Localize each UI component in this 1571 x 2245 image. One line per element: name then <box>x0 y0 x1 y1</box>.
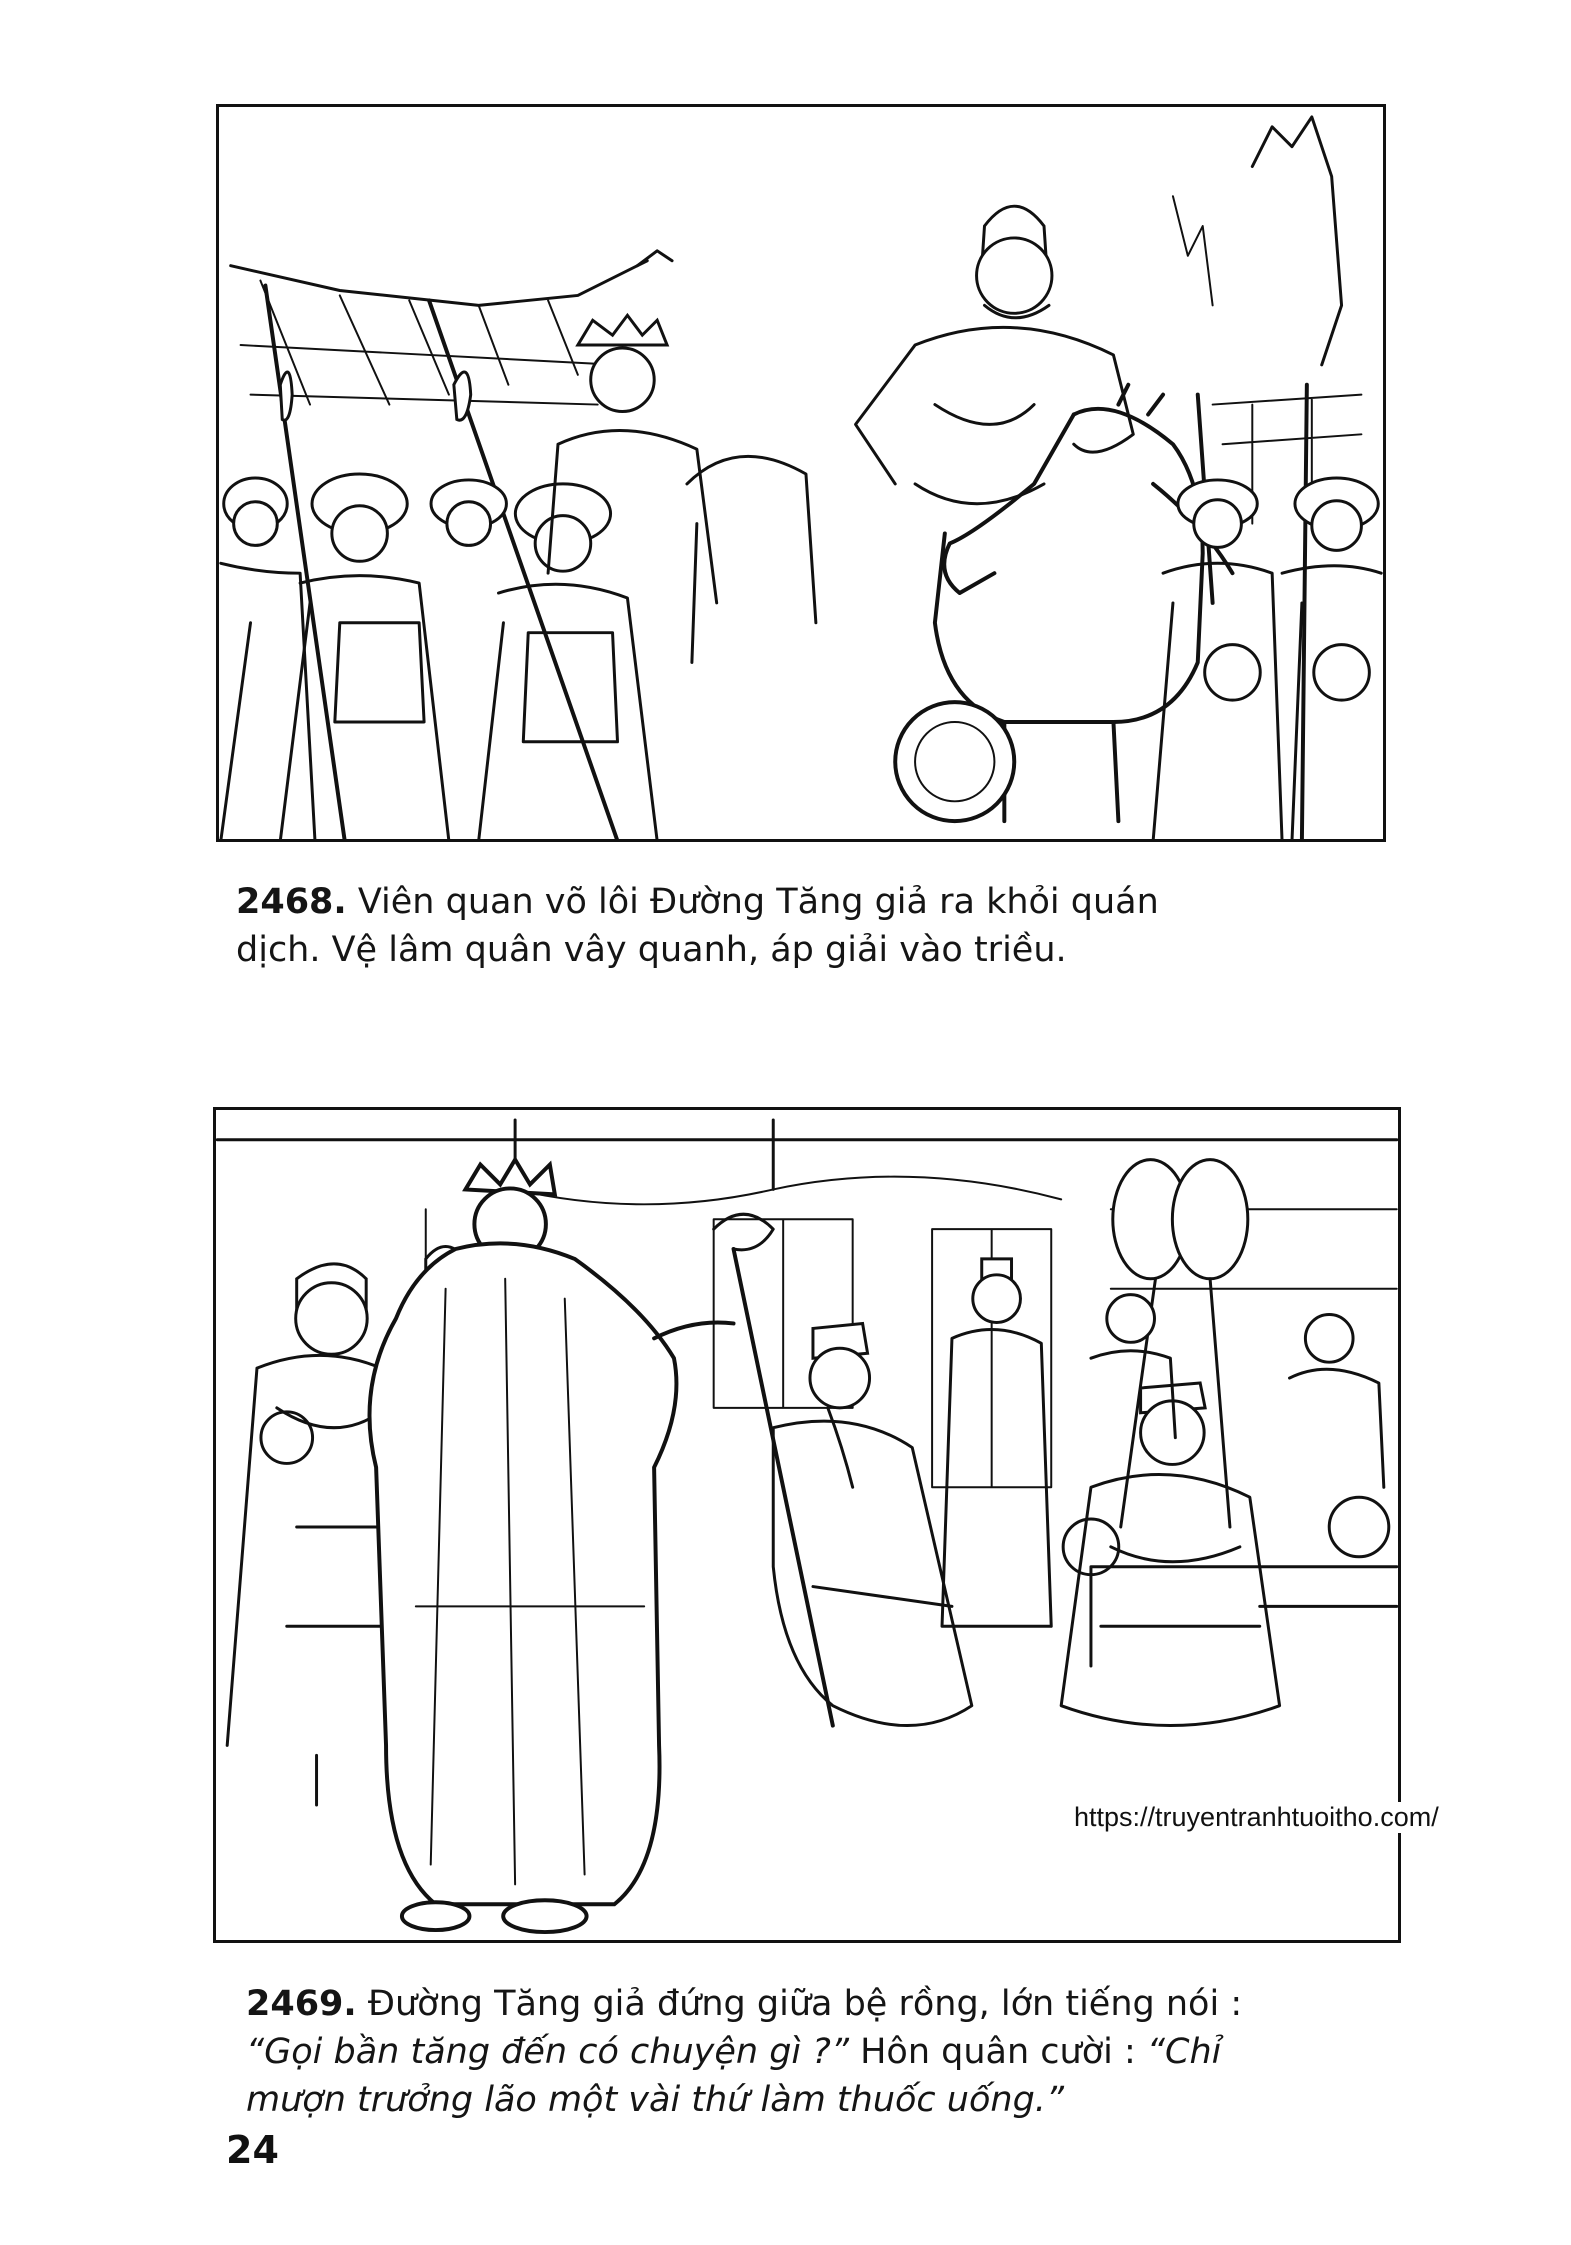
illustration-panel-2468 <box>216 104 1386 842</box>
caption-line: dịch. Vệ lâm quân vây quanh, áp giải vào triều. <box>236 930 1067 970</box>
caption-number: 2469. <box>246 1984 357 2024</box>
illustration-2468 <box>219 107 1383 839</box>
caption-quote: “Chỉ <box>1146 2032 1222 2072</box>
caption-2469 <box>246 1980 1396 2124</box>
caption-text: Hôn quân cười : <box>848 2032 1147 2072</box>
caption-quote: “Gọi bần tăng đến có chuyện gì ?” <box>246 2032 849 2072</box>
caption-2468 <box>236 878 1376 974</box>
caption-line: Đường Tăng giả đứng giữa bệ rồng, lớn tiếng nói : <box>367 1984 1243 2024</box>
caption-number: 2468. <box>236 882 347 922</box>
watermark-url: https://truyentranhtuoitho.com/ <box>1074 1802 1439 1832</box>
caption-line: Viên quan võ lôi Đường Tăng giả ra khỏi quán <box>357 882 1159 922</box>
page-number: 24 <box>226 2128 279 2172</box>
caption-quote: mượn trưởng lão một vài thứ làm thuốc uống.” <box>246 2080 1065 2120</box>
